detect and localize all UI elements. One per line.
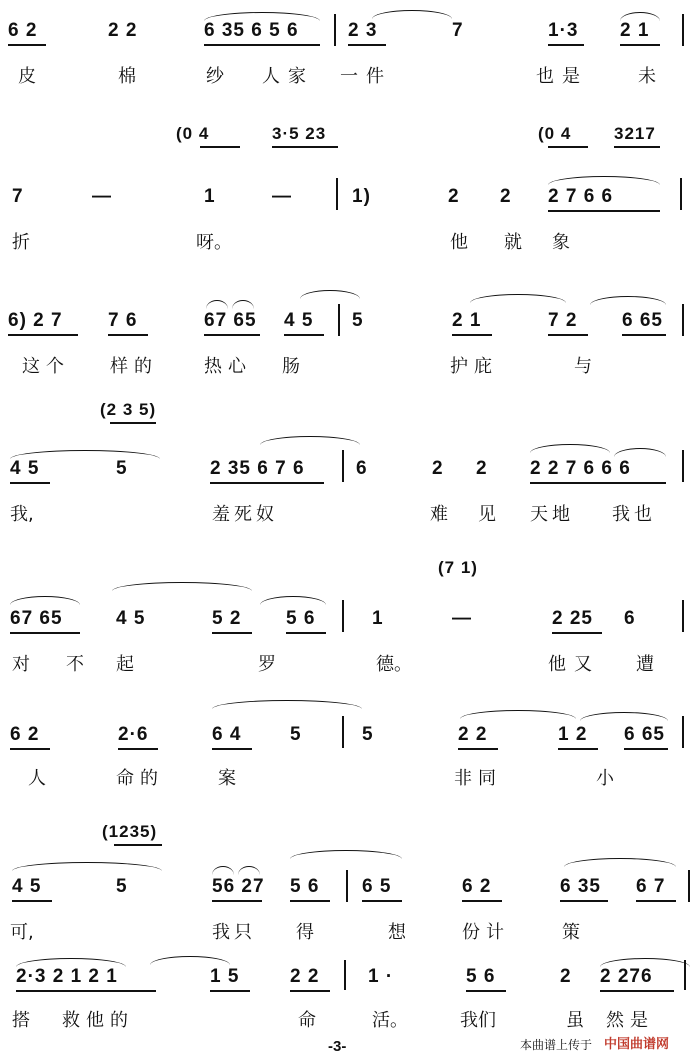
slur	[12, 862, 162, 871]
underline	[204, 334, 260, 336]
parenthetical-notes: (0 4	[538, 124, 572, 143]
underline	[548, 334, 588, 336]
underline	[8, 334, 78, 336]
note-group: 7	[452, 20, 464, 41]
lyric: 得	[296, 922, 314, 943]
lyric: 不	[66, 654, 84, 675]
note-group: 7 6	[108, 310, 138, 331]
slur	[590, 296, 666, 305]
lyric: 我只	[212, 922, 256, 943]
note-group: 2·6	[118, 724, 149, 745]
score-system-5	[0, 554, 700, 684]
lyric: 想	[388, 922, 406, 943]
note-group: 2 276	[600, 966, 653, 987]
underline	[286, 632, 326, 634]
note-group: 1)	[352, 186, 371, 207]
lyric: 他又	[548, 654, 600, 675]
note-group: 7	[12, 186, 24, 207]
underline	[212, 748, 252, 750]
score-system-6	[0, 700, 700, 810]
underline	[624, 748, 668, 750]
underline	[362, 900, 402, 902]
lyric: 德。	[376, 654, 412, 675]
lyric: 救他的	[62, 1010, 134, 1031]
slur	[372, 10, 452, 19]
score-system-8	[0, 946, 700, 1036]
score-system-4	[0, 396, 700, 526]
parenthetical-notes: (0 4	[176, 124, 210, 143]
note-group: 6	[356, 458, 368, 479]
note-group: 2	[448, 186, 460, 207]
slur	[564, 858, 676, 867]
slur	[204, 12, 320, 21]
lyric: 也是	[536, 66, 588, 87]
note-group: 7 2	[548, 310, 578, 331]
lyric: 我,	[10, 504, 34, 525]
note-group: 1	[204, 186, 216, 207]
bar-line	[682, 716, 684, 748]
note-group: 67 65	[10, 608, 63, 629]
slur	[470, 294, 566, 303]
note-group: 2 7 6 6	[548, 186, 614, 207]
slur	[580, 712, 668, 721]
lyric: 呀。	[196, 232, 232, 253]
note-group: 6	[624, 608, 636, 629]
underline	[212, 900, 262, 902]
bar-line	[682, 304, 684, 336]
underline	[458, 748, 498, 750]
underline	[290, 900, 330, 902]
slur	[232, 300, 254, 309]
slur	[112, 582, 252, 591]
lyric: 纱	[206, 66, 224, 87]
slur	[260, 436, 360, 445]
lyric: 搭	[12, 1010, 30, 1031]
underline	[548, 44, 584, 46]
underline	[284, 334, 324, 336]
note-group: 4 5	[12, 876, 42, 897]
underline	[210, 482, 324, 484]
lyric: 肠	[282, 356, 300, 377]
note-group: 2 35 6 7 6	[210, 458, 305, 479]
note-group: 2 1	[620, 20, 650, 41]
underline	[558, 748, 598, 750]
note-group: 1 ·	[368, 966, 394, 987]
lyric: 热心	[204, 356, 252, 377]
bar-line	[682, 600, 684, 632]
lyric: 折	[12, 232, 30, 253]
note-group: 5 6	[286, 608, 316, 629]
note-group: 5	[116, 876, 128, 897]
note-group: 2 1	[452, 310, 482, 331]
lyric: 对	[12, 654, 30, 675]
lyric: 一件	[340, 66, 392, 87]
note-group: 2 2	[108, 20, 138, 41]
note-group: 5	[352, 310, 364, 331]
underline	[530, 482, 666, 484]
lyric: 棉	[118, 66, 136, 87]
parenthetical-notes: (7 1)	[438, 558, 478, 577]
note-group: 4 5	[116, 608, 146, 629]
note-group: 2 2	[290, 966, 320, 987]
note-group: 56 27	[212, 876, 265, 897]
upload-credit: 本曲谱上传于	[520, 1038, 593, 1052]
underline	[108, 334, 148, 336]
lyric: 我也	[612, 504, 656, 525]
note-group: 5	[116, 458, 128, 479]
underline	[560, 900, 608, 902]
slur	[212, 866, 234, 875]
underline	[290, 990, 330, 992]
lyric: 象	[552, 232, 570, 253]
underline	[210, 990, 250, 992]
note-group: 6) 2 7	[8, 310, 63, 331]
lyric: 非同	[454, 768, 502, 789]
underline	[10, 748, 50, 750]
lyric: 皮	[18, 66, 36, 87]
bar-line	[344, 960, 346, 990]
underline	[16, 990, 156, 992]
bar-line	[342, 600, 344, 632]
note-group: 4 5	[10, 458, 40, 479]
lyric: 未	[638, 66, 656, 87]
lyric: 策	[562, 922, 580, 943]
score-system-1	[0, 0, 700, 120]
score-system-2	[0, 120, 700, 253]
underline	[200, 146, 240, 148]
parenthetical-notes: 3·5 23	[272, 124, 327, 143]
note-group: 2	[560, 966, 572, 987]
lyric: 天地	[530, 504, 574, 525]
note-group: 2·3 2 1 2 1	[16, 966, 118, 987]
note-group: 5 6	[466, 966, 496, 987]
lyric: 虽	[566, 1010, 584, 1031]
note-group: —	[452, 608, 472, 629]
slur	[10, 596, 80, 605]
bar-line	[682, 14, 684, 46]
note-group: 2 2	[458, 724, 488, 745]
underline	[466, 990, 506, 992]
lyric: 就	[504, 232, 522, 253]
underline	[212, 632, 252, 634]
note-group: 5	[290, 724, 302, 745]
note-group: 2	[500, 186, 512, 207]
slur	[300, 290, 360, 299]
slur	[260, 596, 326, 605]
note-group: 6 2	[462, 876, 492, 897]
slur	[16, 958, 126, 967]
parenthetical-notes: (1235)	[102, 822, 158, 841]
note-group: 6 2	[8, 20, 38, 41]
slur	[212, 700, 362, 709]
note-group: 6 35 6 5 6	[204, 20, 299, 41]
note-group: 5 2	[212, 608, 242, 629]
note-group: —	[92, 186, 112, 207]
lyric: 命	[298, 1010, 316, 1031]
lyric: 人	[28, 768, 46, 789]
slur	[290, 850, 402, 859]
slur	[150, 956, 230, 965]
page-number: -3-	[328, 1038, 347, 1055]
underline	[272, 146, 338, 148]
note-group: 2	[432, 458, 444, 479]
underline	[452, 334, 492, 336]
note-group: 1·3	[548, 20, 579, 41]
lyric: 遭	[636, 654, 654, 675]
bar-line	[342, 716, 344, 748]
underline	[348, 44, 386, 46]
underline	[10, 632, 80, 634]
lyric: 难	[430, 504, 448, 525]
lyric: 份计	[462, 922, 510, 943]
lyric: 这个	[22, 356, 70, 377]
note-group: 6 7	[636, 876, 666, 897]
underline	[614, 146, 660, 148]
lyric: 护庇	[450, 356, 498, 377]
lyric: 起	[116, 654, 134, 675]
slur	[548, 176, 660, 185]
slur	[530, 444, 610, 453]
underline	[10, 482, 50, 484]
lyric: 与	[574, 356, 592, 377]
note-group: 4 5	[284, 310, 314, 331]
lyric: 小	[596, 768, 614, 789]
underline	[114, 844, 162, 846]
lyric: 人家	[262, 66, 314, 87]
underline	[462, 900, 502, 902]
slur	[600, 958, 690, 967]
lyric: 然是	[606, 1010, 654, 1031]
note-group: 5 6	[290, 876, 320, 897]
note-group: 6 4	[212, 724, 242, 745]
lyric: 他	[450, 232, 468, 253]
note-group: 2 2 7 6 6 6	[530, 458, 631, 479]
note-group: —	[272, 186, 292, 207]
note-group: 1 2	[558, 724, 588, 745]
note-group: 2 25	[552, 608, 593, 629]
underline	[110, 422, 156, 424]
bar-line	[342, 450, 344, 482]
lyric: 命的	[116, 768, 164, 789]
lyric: 见	[478, 504, 496, 525]
score-system-7	[0, 818, 700, 948]
underline	[204, 44, 320, 46]
underline	[636, 900, 676, 902]
note-group: 2 3	[348, 20, 378, 41]
lyric: 罗	[258, 654, 276, 675]
note-group: 6 35	[560, 876, 601, 897]
slur	[10, 450, 160, 459]
underline	[600, 990, 674, 992]
note-group: 1 5	[210, 966, 240, 987]
site-logo: 中国曲谱网	[604, 1037, 670, 1052]
underline	[620, 44, 660, 46]
note-group: 2	[476, 458, 488, 479]
bar-line	[680, 178, 682, 210]
underline	[548, 210, 660, 212]
note-group: 6 65	[622, 310, 663, 331]
note-group: 6 65	[624, 724, 665, 745]
lyric: 我们	[460, 1010, 496, 1031]
slur	[206, 300, 228, 309]
note-group: 6 5	[362, 876, 392, 897]
underline	[552, 632, 602, 634]
underline	[622, 334, 666, 336]
note-group: 5	[362, 724, 374, 745]
bar-line	[682, 450, 684, 482]
slur	[614, 448, 666, 457]
underline	[12, 900, 52, 902]
lyric: 样的	[110, 356, 158, 377]
lyric: 活。	[372, 1010, 408, 1031]
parenthetical-notes: (2 3 5)	[100, 400, 157, 419]
lyric: 案	[218, 768, 236, 789]
lyric: 羞死奴	[212, 504, 278, 525]
slur	[620, 12, 660, 21]
parenthetical-notes: 3217	[614, 124, 656, 143]
note-group: 6 2	[10, 724, 40, 745]
note-group: 1	[372, 608, 384, 629]
bar-line	[688, 870, 690, 902]
score-system-3	[0, 280, 700, 380]
bar-line	[334, 14, 336, 46]
bar-line	[336, 178, 338, 210]
bar-line	[346, 870, 348, 902]
underline	[118, 748, 158, 750]
note-group: 67 65	[204, 310, 257, 331]
bar-line	[338, 304, 340, 336]
underline	[8, 44, 46, 46]
lyric: 可,	[10, 922, 34, 943]
slur	[460, 710, 576, 719]
slur	[238, 866, 260, 875]
underline	[548, 146, 588, 148]
